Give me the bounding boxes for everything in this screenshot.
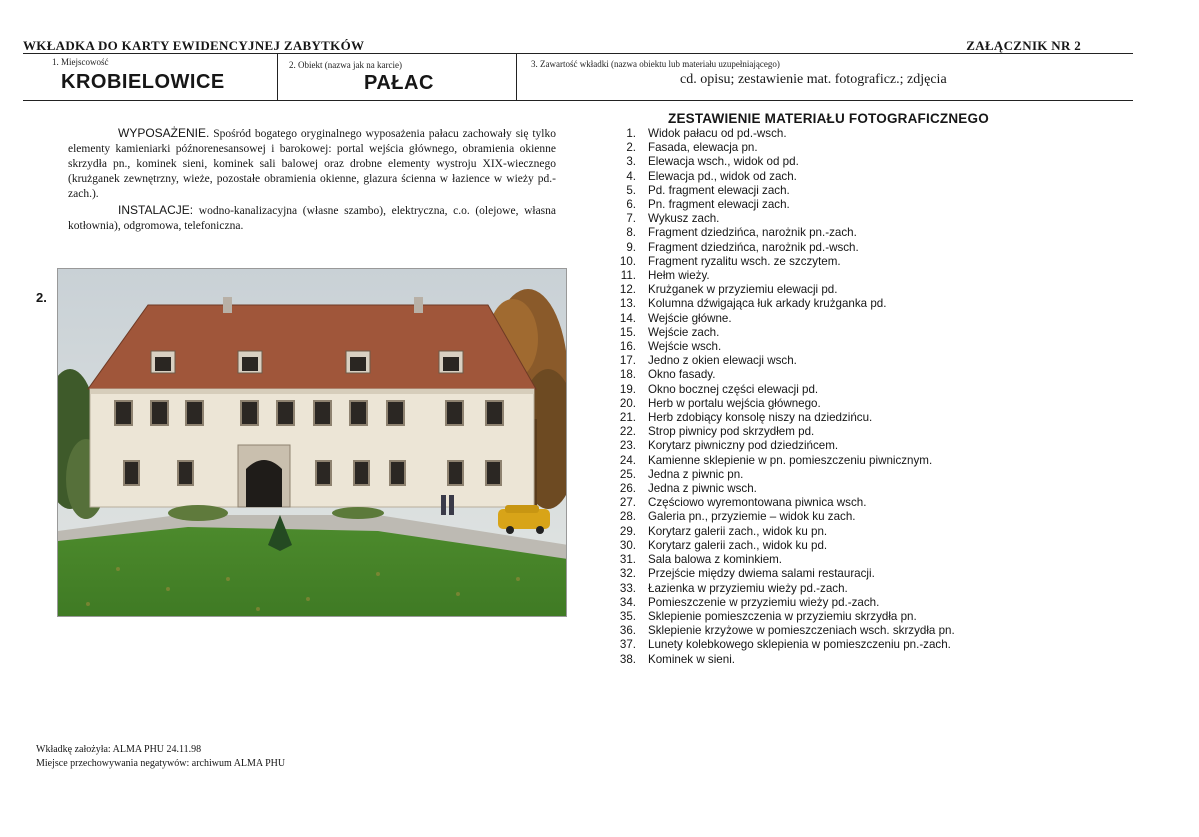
photo-list-item xyxy=(612,510,955,524)
created-by-note: Wkładkę założyła: ALMA PHU 24.11.98 xyxy=(36,744,202,755)
photo-list-item-number: 24. xyxy=(619,453,636,467)
photo-list-item xyxy=(612,269,955,283)
photo-list-item-number: 10. xyxy=(619,254,636,268)
photo-list-item xyxy=(612,312,955,326)
header-rule-top xyxy=(23,53,1133,54)
photo-list-item-text: Kamienne sklepienie w pn. pomieszczeniu piwnicznym. xyxy=(648,453,933,467)
photo-list-item xyxy=(612,610,955,624)
photo-list-item-text: Hełm wieży. xyxy=(648,269,710,283)
photo-list-item-number: 30. xyxy=(619,538,636,552)
photo-list-item-text: Przejście między dwiema salami restauracji. xyxy=(648,567,875,581)
photo-list-item-number: 4. xyxy=(626,169,636,183)
photo-list-item-number: 21. xyxy=(619,411,636,425)
photo-list-item-number: 6. xyxy=(626,198,636,212)
photo-list-item xyxy=(612,553,955,567)
object-value: PAŁAC xyxy=(364,72,434,94)
photo-list-item-text: Okno bocznej części elewacji pd. xyxy=(648,382,819,396)
photo-list-item-number: 11. xyxy=(620,269,636,283)
photo-list-item-text: Galeria pn., przyziemie – widok ku zach. xyxy=(648,510,856,524)
photo-list-item-text: Lunety kolebkowego sklepienia w pomieszczeniu pn.-zach. xyxy=(648,638,951,652)
description-installations xyxy=(68,203,556,234)
photo-list-item-number: 18. xyxy=(619,368,636,382)
photo-list-item xyxy=(612,170,955,184)
photo-list-item-text: Wejście zach. xyxy=(648,325,720,339)
photo-list-item-text: Wejście główne. xyxy=(648,311,732,325)
photo-list-item xyxy=(612,184,955,198)
photo-list-item-number: 22. xyxy=(619,425,636,439)
photo-list-item-text: Herb zdobiący konsolę niszy na dziedzińcu. xyxy=(648,411,873,425)
photo-list-item-number: 2. xyxy=(626,141,636,155)
photo-list-item-text: Sala balowa z kominkiem. xyxy=(648,553,783,567)
photo-list-item-number: 27. xyxy=(619,496,636,510)
photo-list-item-text: Jedna z piwnic pn. xyxy=(648,467,744,481)
photo-list-item-number: 20. xyxy=(619,396,636,410)
photo-list-item-text: Widok pałacu od pd.-wsch. xyxy=(648,127,787,140)
photo-list-item xyxy=(612,411,955,425)
photo-list-item-text: Strop piwnicy pod skrzydłem pd. xyxy=(648,425,815,439)
photo-list-item-number: 31. xyxy=(619,553,636,567)
photo-list-item xyxy=(612,496,955,510)
negatives-storage-note: Miejsce przechowywania negatywów: archiwum ALMA PHU xyxy=(36,758,286,769)
object-label: 2. Obiekt (nazwa jak na karcie) xyxy=(289,60,402,70)
photo-list-item xyxy=(612,525,955,539)
installations-heading: INSTALACJE: xyxy=(118,203,194,217)
locality-label: 1. Miejscowość xyxy=(52,57,109,67)
photo-list-item-text: Fasada, elewacja pn. xyxy=(648,141,758,155)
photo-list-item xyxy=(612,226,955,240)
photo-list-item-number: 32. xyxy=(619,567,636,581)
photo-list-item-number: 36. xyxy=(619,624,636,638)
photo-list-item xyxy=(612,212,955,226)
photo-list-item-number: 13. xyxy=(619,297,636,311)
photo-list-item-text: Częściowo wyremontowana piwnica wsch. xyxy=(648,496,867,510)
photo-list-item-number: 3. xyxy=(626,155,636,169)
photo-list-item xyxy=(612,283,955,297)
photo-list-item-text: Kolumna dźwigająca łuk arkady krużganka pd. xyxy=(648,297,887,311)
photo-list-item xyxy=(612,127,955,141)
photo-list-item xyxy=(612,198,955,212)
photo-list-item xyxy=(612,624,955,638)
photo-list-item-number: 16. xyxy=(619,340,636,354)
photo-list-item-number: 7. xyxy=(626,212,636,226)
photo-list-item-number: 35. xyxy=(619,609,636,623)
photo-list-item xyxy=(612,368,955,382)
photo-list-item xyxy=(612,397,955,411)
photo-list-item-number: 34. xyxy=(619,595,636,609)
photo-list-item-text: Fragment dziedzińca, narożnik pd.-wsch. xyxy=(648,240,859,254)
photo-list-item-text: Krużganek w przyziemiu elewacji pd. xyxy=(648,283,838,297)
photo-list-item xyxy=(612,454,955,468)
photo-list-item-text: Fragment ryzalitu wsch. ze szczytem. xyxy=(648,254,841,268)
equipment-heading: WYPOSAŻENIE. xyxy=(118,126,210,140)
photo-list-item-text: Jedna z piwnic wsch. xyxy=(648,482,757,496)
attachment-number: ZAŁĄCZNIK NR 2 xyxy=(966,38,1081,53)
photo-list-item xyxy=(612,255,955,269)
photo-list-item-text: Elewacja pd., widok od zach. xyxy=(648,169,797,183)
header-rule-bottom xyxy=(23,100,1133,101)
installations-text: wodno-kanalizacyjna (własne szambo), elektryczna, c.o. (olejowe, własna kotłownia), odgromowa, telefoniczna. xyxy=(68,205,556,232)
photo-list-item-number: 9. xyxy=(626,240,636,254)
photo-list-item-number: 17. xyxy=(619,354,636,368)
photo-list-item-number: 25. xyxy=(619,467,636,481)
photo-list-item xyxy=(612,383,955,397)
photo-list-title: ZESTAWIENIE MATERIAŁU FOTOGRAFICZNEGO xyxy=(668,111,989,126)
photo-list-item-text: Pn. fragment elewacji zach. xyxy=(648,198,790,212)
photo-list-item-text: Kominek w sieni. xyxy=(648,652,735,666)
header-divider-1 xyxy=(277,53,278,100)
photo-list-item-text: Okno fasady. xyxy=(648,368,716,382)
photo-list-item xyxy=(612,482,955,496)
photo-list-item xyxy=(612,155,955,169)
photo-list-item-text: Sklepienie pomieszczenia w przyziemiu skrzydła pn. xyxy=(648,609,917,623)
description-equipment xyxy=(68,126,556,202)
photo-list-item-number: 26. xyxy=(619,482,636,496)
photo-list-item-text: Korytarz galerii zach., widok ku pd. xyxy=(648,538,828,552)
photo-list-item xyxy=(612,638,955,652)
content-value: cd. opisu; zestawienie mat. fotograficz.; zdjęcia xyxy=(680,72,947,87)
photo-list-item xyxy=(612,425,955,439)
photo-list-item-text: Fragment dziedzińca, narożnik pn.-zach. xyxy=(648,226,857,240)
photo-list-item-number: 8. xyxy=(626,226,636,240)
photo-list-item-text: Pomieszczenie w przyziemiu wieży pd.-zach. xyxy=(648,595,880,609)
photo-number: 2. xyxy=(36,290,47,305)
header-divider-2 xyxy=(516,53,517,100)
photo-list-item xyxy=(612,340,955,354)
photo-list-item xyxy=(612,326,955,340)
photo-list-item-number: 19. xyxy=(619,382,636,396)
photo-list-item xyxy=(612,653,955,667)
insert-title: WKŁADKA DO KARTY EWIDENCYJNEJ ZABYTKÓW xyxy=(23,38,365,53)
photo-list-item-number: 5. xyxy=(626,183,636,197)
photo-list-item xyxy=(612,241,955,255)
photo-list-item-number: 1. xyxy=(626,127,636,140)
photo-list-item-number: 23. xyxy=(619,439,636,453)
photo-list-item-number: 33. xyxy=(619,581,636,595)
photo-list-item-number: 38. xyxy=(619,652,636,666)
photo-list xyxy=(612,127,955,667)
photo-list-item-text: Jedno z okien elewacji wsch. xyxy=(648,354,797,368)
photo-list-item xyxy=(612,297,955,311)
photo-list-item-text: Herb w portalu wejścia głównego. xyxy=(648,396,821,410)
photo-list-item xyxy=(612,567,955,581)
photo-list-item-text: Pd. fragment elewacji zach. xyxy=(648,183,790,197)
locality-value: KROBIELOWICE xyxy=(61,71,225,93)
photo-list-item xyxy=(612,439,955,453)
photo-list-item-number: 37. xyxy=(619,638,636,652)
photo-list-item-number: 29. xyxy=(619,524,636,538)
photo-list-item xyxy=(612,468,955,482)
photo-list-item xyxy=(612,141,955,155)
photo-list-item-number: 15. xyxy=(619,325,636,339)
photo-list-item-text: Wykusz zach. xyxy=(648,212,720,226)
photo-list-item xyxy=(612,354,955,368)
photo-list-item xyxy=(612,539,955,553)
photo-list-item-text: Korytarz galerii zach., widok ku pn. xyxy=(648,524,828,538)
photo-list-item xyxy=(612,582,955,596)
photo-list-item-text: Wejście wsch. xyxy=(648,340,722,354)
photo-list-item-number: 14. xyxy=(619,311,636,325)
palace-photo xyxy=(57,268,567,617)
content-label: 3. Zawartość wkładki (nazwa obiektu lub materiału uzupełniającego) xyxy=(531,59,780,69)
photo-list-item xyxy=(612,596,955,610)
photo-list-item-text: Łazienka w przyziemiu wieży pd.-zach. xyxy=(648,581,848,595)
photo-list-item-number: 12. xyxy=(619,283,636,297)
photo-list-item-number: 28. xyxy=(619,510,636,524)
photo-list-item-text: Sklepienie krzyżowe w pomieszczeniach wsch. skrzydła pn. xyxy=(648,624,955,638)
photo-list-item-text: Korytarz piwniczny pod dziedzińcem. xyxy=(648,439,839,453)
photo-list-item-text: Elewacja wsch., widok od pd. xyxy=(648,155,799,169)
equipment-text: Spośród bogatego oryginalnego wyposażenia pałacu zachowały się tylko elementy kamieniarki późnorenesansowej i barokowej: portal wejścia głównego, obramienia okienne skrzydła pn., kominek sieni, kominek sali balowej oraz drobne elementy wystroju XIX-wiecznego (krużganek zewnętrzny, wieże, pozostałe obramienia okienne, glazura ścienna w łazience w wieży pd.-zach.). xyxy=(68,128,556,200)
